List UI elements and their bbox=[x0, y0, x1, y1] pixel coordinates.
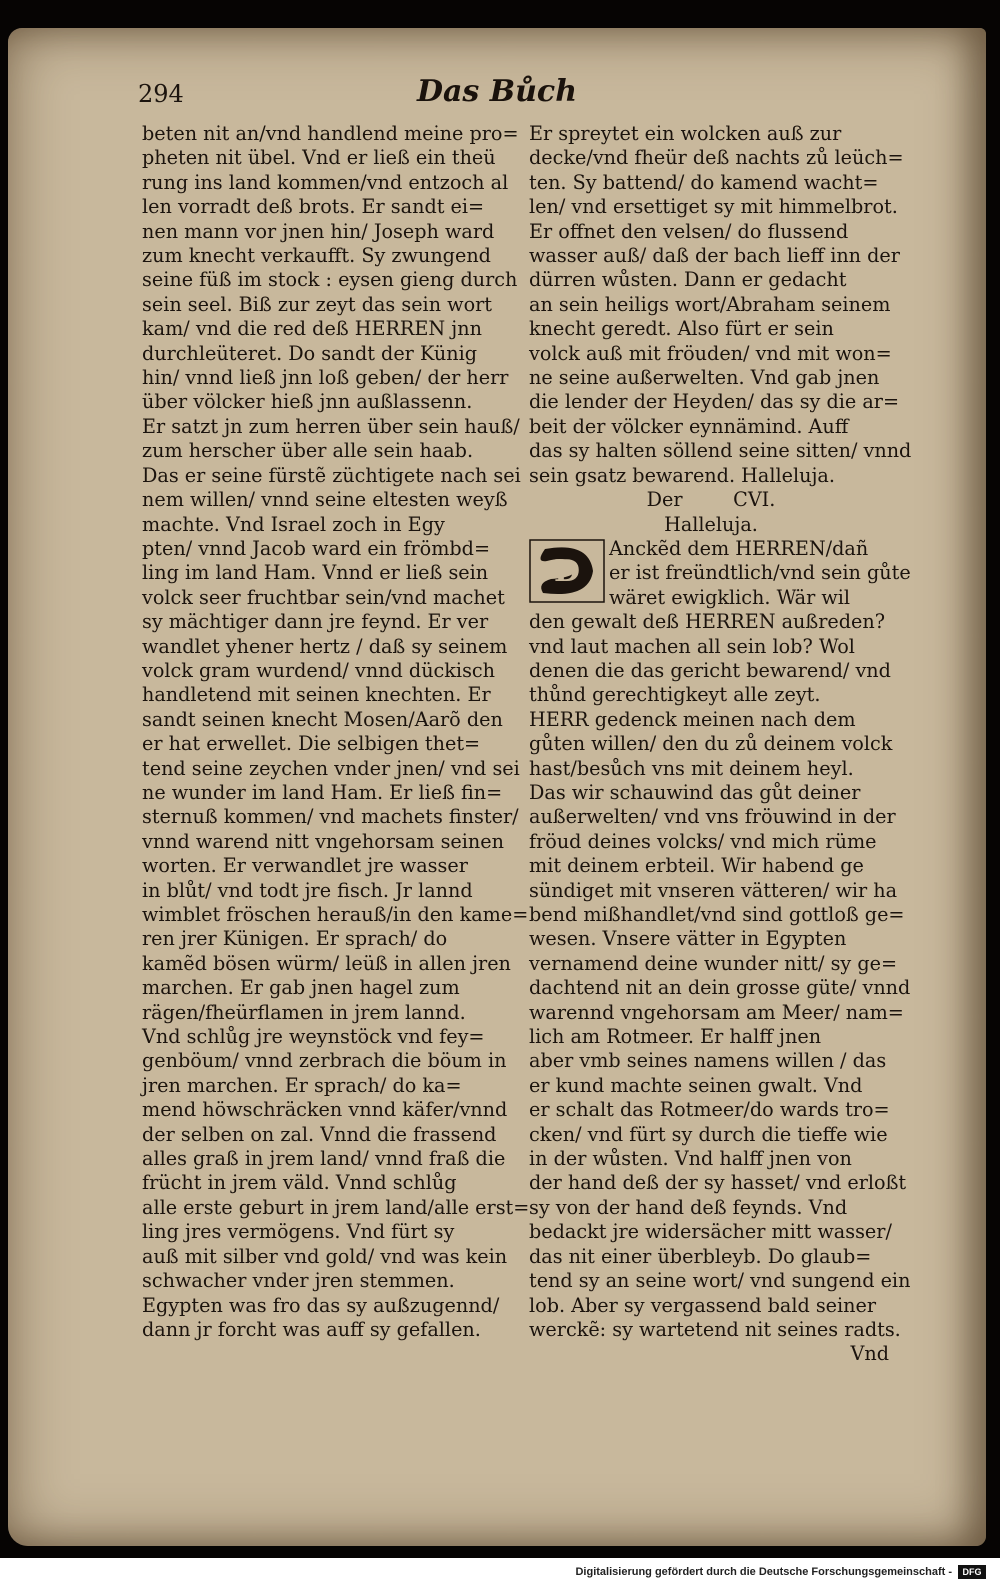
text-line: ling jres vermögens. Vnd fürt sy bbox=[142, 1220, 455, 1244]
text-line: sein gsatz bewarend. Halleluja. bbox=[529, 463, 835, 487]
text-line: sy mächtiger dann jre feynd. Er ver bbox=[142, 610, 489, 634]
text-line: zum knecht verkaufft. Sy zwungend bbox=[142, 244, 491, 268]
text-line: len/ vnd ersettiget sy mit himmelbrot. bbox=[529, 195, 898, 219]
text-line: mend höwschräcken vnnd käfer/vnnd bbox=[142, 1098, 508, 1122]
psalm-heading-halleluja: Halleluja. bbox=[664, 512, 758, 536]
text-line: rägen/fheürflamen in jrem lannd. bbox=[142, 1000, 466, 1024]
catchword: Vnd bbox=[850, 1342, 889, 1366]
left-text-column bbox=[142, 122, 530, 1342]
text-line: aber vmb seines namens willen / das bbox=[529, 1049, 887, 1073]
text-line: wandlet yhener hertz / daß sy seinem bbox=[142, 634, 508, 658]
text-line: marchen. Er gab jnen hagel zum bbox=[142, 976, 460, 1000]
text-line: ten. Sy battend/ do kamend wacht= bbox=[529, 170, 879, 194]
text-line: Er spreytet ein wolcken auß zur bbox=[529, 122, 842, 145]
right-text-column bbox=[529, 122, 912, 1367]
text-line: rung ins land kommen/vnd entzoch al bbox=[142, 170, 509, 194]
text-line: handletend mit seinen knechten. Er bbox=[142, 683, 491, 707]
text-line: thůnd gerechtigkeyt alle zeyt. bbox=[529, 683, 821, 707]
decorated-initial-d-icon bbox=[529, 539, 605, 603]
text-line: Das er seine fürstẽ züchtigete nach sei bbox=[142, 463, 521, 487]
text-line: dürren wůsten. Dann er gedacht bbox=[529, 268, 847, 292]
text-line: Egypten was fro das sy außzugennd/ bbox=[142, 1293, 500, 1317]
text-line: den gewalt deß HERREN außreden? bbox=[529, 610, 886, 634]
text-line: an sein heiligs wort/Abraham seinem bbox=[529, 292, 891, 316]
initial-block bbox=[529, 536, 911, 610]
text-line: tend sy an seine wort/ vnd sungend ein bbox=[529, 1269, 911, 1293]
text-line: genböum/ vnnd zerbrach die böum in bbox=[142, 1049, 507, 1073]
text-line: Das wir schauwind das gůt deiner bbox=[529, 780, 861, 804]
text-line: durchleüteret. Do sandt der Künig bbox=[142, 341, 477, 365]
text-line: außerwelten/ vnd vns fröuwind in der bbox=[529, 805, 896, 829]
text-line: Anckẽd dem HERREN/dañ bbox=[609, 536, 869, 560]
text-line: machte. Vnd Israel zoch in Egy bbox=[142, 512, 445, 536]
dfg-logo: DFG bbox=[958, 1565, 986, 1579]
text-line: vernamend deine wunder nitt/ sy ge= bbox=[529, 951, 898, 975]
text-line: denen die das gericht bewarend/ vnd bbox=[529, 658, 891, 682]
text-line: lob. Aber sy vergassend bald seiner bbox=[529, 1293, 877, 1317]
text-line: warennd vngehorsam am Meer/ nam= bbox=[529, 1000, 904, 1024]
text-line: in der wůsten. Vnd halff jnen von bbox=[529, 1147, 852, 1171]
text-line: sein seel. Biß zur zeyt das sein wort bbox=[142, 292, 493, 316]
text-line: volck seer fruchtbar sein/vnd machet bbox=[142, 585, 505, 609]
book-page bbox=[8, 28, 986, 1546]
text-line: kam/ vnd die red deß HERREN jnn bbox=[142, 317, 482, 341]
right-column-top bbox=[529, 122, 912, 488]
text-line: in blůt/ vnd todt jre fisch. Jr lannd bbox=[142, 878, 473, 902]
text-line: cken/ vnd fürt sy durch die tieffe wie bbox=[529, 1122, 888, 1146]
text-line: sündiget mit vnseren vätteren/ wir ha bbox=[529, 878, 898, 902]
text-line: tend seine zeychen vnder jnen/ vnd sei bbox=[142, 756, 520, 780]
text-line: knecht geredt. Also fürt er sein bbox=[529, 317, 834, 341]
text-line: das nit einer überbleyb. Do glaub= bbox=[529, 1244, 872, 1268]
text-line: beten nit an/vnd handlend meine pro= bbox=[142, 122, 519, 145]
psalm-heading bbox=[529, 488, 893, 512]
psalm-heading-der: Der bbox=[646, 488, 683, 512]
footer-credit: Digitalisierung gefördert durch die Deutsche Forschungsgemeinschaft - bbox=[575, 1566, 952, 1578]
text-line: HERR gedenck meinen nach dem bbox=[529, 707, 856, 731]
running-title: Das Bůch bbox=[416, 74, 578, 109]
text-line: decke/vnd fheür deß nachts zů leüch= bbox=[529, 146, 904, 170]
text-line: hin/ vnnd ließ jnn loß geben/ der herr bbox=[142, 366, 509, 390]
text-line: Er satzt jn zum herren über sein hauß/ bbox=[142, 414, 520, 438]
text-line: dann jr forcht was auff sy gefallen. bbox=[142, 1317, 481, 1341]
text-line: auß mit silber vnd gold/ vnd was kein bbox=[142, 1244, 508, 1268]
text-line: sy von der hand deß feynds. Vnd bbox=[529, 1195, 848, 1219]
text-line: jren marchen. Er sprach/ do ka= bbox=[142, 1073, 462, 1097]
text-line: der selben on zal. Vnnd die frassend bbox=[142, 1122, 497, 1146]
text-line: schwacher vnder jren stemmen. bbox=[142, 1269, 455, 1293]
text-line: er hat erwellet. Die selbigen thet= bbox=[142, 732, 481, 756]
text-line: wäret ewigklich. Wär wil bbox=[609, 585, 851, 609]
text-line: kamẽd bösen würm/ leüß in allen jren bbox=[142, 951, 511, 975]
text-line: der hand deß der sy hasset/ vnd erloßt bbox=[529, 1171, 907, 1195]
psalm-heading-number: CVI. bbox=[733, 488, 776, 512]
text-line: len vorradt deß brots. Er sandt ei= bbox=[142, 195, 485, 219]
text-line: sandt seinen knecht Mosen/Aarõ den bbox=[142, 707, 503, 731]
text-line: bend mißhandlet/vnd sind gottloß ge= bbox=[529, 903, 905, 926]
text-line: pten/ vnnd Jacob ward ein frömbd= bbox=[142, 536, 491, 560]
text-line: Er offnet den velsen/ do flussend bbox=[529, 219, 849, 243]
text-line: wesen. Vnsere vätter in Egypten bbox=[529, 927, 847, 951]
text-line: ling im land Ham. Vnnd er ließ sein bbox=[142, 561, 489, 585]
text-line: er kund machte seinen gwalt. Vnd bbox=[529, 1073, 863, 1097]
text-line: beit der völcker eynnämind. Auff bbox=[529, 414, 849, 438]
text-line: er schalt das Rotmeer/do wards tro= bbox=[529, 1098, 890, 1122]
text-line: über völcker hieß jnn außlassenn. bbox=[142, 390, 473, 414]
text-line: volck gram wurdend/ vnnd dückisch bbox=[142, 658, 496, 682]
text-line: ren jrer Künigen. Er sprach/ do bbox=[142, 927, 448, 951]
text-line: mit deinem erbteil. Wir habend ge bbox=[529, 854, 864, 878]
text-line: das sy halten söllend seine sitten/ vnnd bbox=[529, 439, 912, 463]
text-line: fröud deines volcks/ vnd mich rüme bbox=[529, 829, 877, 853]
text-line: vnd laut machen all sein lob? Wol bbox=[529, 634, 855, 658]
page-number: 294 bbox=[138, 80, 184, 108]
text-line: pheten nit übel. Vnd er ließ ein theü bbox=[142, 146, 496, 170]
text-line: ne seine außerwelten. Vnd gab jnen bbox=[529, 366, 880, 390]
text-line: er ist freündtlich/vnd sein gůte bbox=[609, 561, 911, 585]
text-line: wimblet fröschen herauß/in den kame= bbox=[142, 903, 529, 926]
text-line: volck auß mit fröuden/ vnd mit won= bbox=[529, 341, 892, 365]
initial-lines bbox=[609, 537, 911, 610]
text-line: alles graß in jrem land/ vnnd fraß die bbox=[142, 1147, 506, 1171]
right-column-bottom bbox=[529, 610, 911, 1342]
text-line: sternuß kommen/ vnd machets finster/ bbox=[142, 805, 519, 829]
initial-letter: D bbox=[553, 553, 581, 589]
text-line: bedackt jre widersächer mitt wasser/ bbox=[529, 1220, 892, 1244]
text-line: alle erste geburt in jrem land/alle erst= bbox=[142, 1195, 530, 1219]
text-line: lich am Rotmeer. Er halff jnen bbox=[529, 1025, 822, 1049]
text-line: wasser auß/ daß der bach lieff inn der bbox=[529, 244, 900, 268]
text-line: frücht in jrem väld. Vnnd schlůg bbox=[142, 1171, 457, 1195]
text-line: zum herscher über alle sein haab. bbox=[142, 439, 474, 463]
text-line: gůten willen/ den du zů deinem volck bbox=[529, 732, 893, 756]
text-line: hast/besůch vns mit deinem heyl. bbox=[529, 756, 854, 780]
text-line: die lender der Heyden/ das sy die ar= bbox=[529, 390, 900, 414]
text-line: Vnd schlůg jre weynstöck vnd fey= bbox=[142, 1025, 485, 1049]
text-line: werckẽ: sy wartetend nit seines radts. bbox=[529, 1317, 901, 1341]
text-line: nem willen/ vnnd seine eltesten weyß bbox=[142, 488, 508, 512]
text-line: dachtend nit an dein grosse güte/ vnnd bbox=[529, 976, 911, 1000]
text-line: nen mann vor jnen hin/ Joseph ward bbox=[142, 219, 495, 243]
text-line: worten. Er verwandlet jre wasser bbox=[142, 854, 468, 878]
text-line: seine füß im stock : eysen gieng durch bbox=[142, 268, 518, 292]
text-line: vnnd warend nitt vngehorsam seinen bbox=[142, 829, 504, 853]
text-line: ne wunder im land Ham. Er ließ fin= bbox=[142, 780, 503, 804]
